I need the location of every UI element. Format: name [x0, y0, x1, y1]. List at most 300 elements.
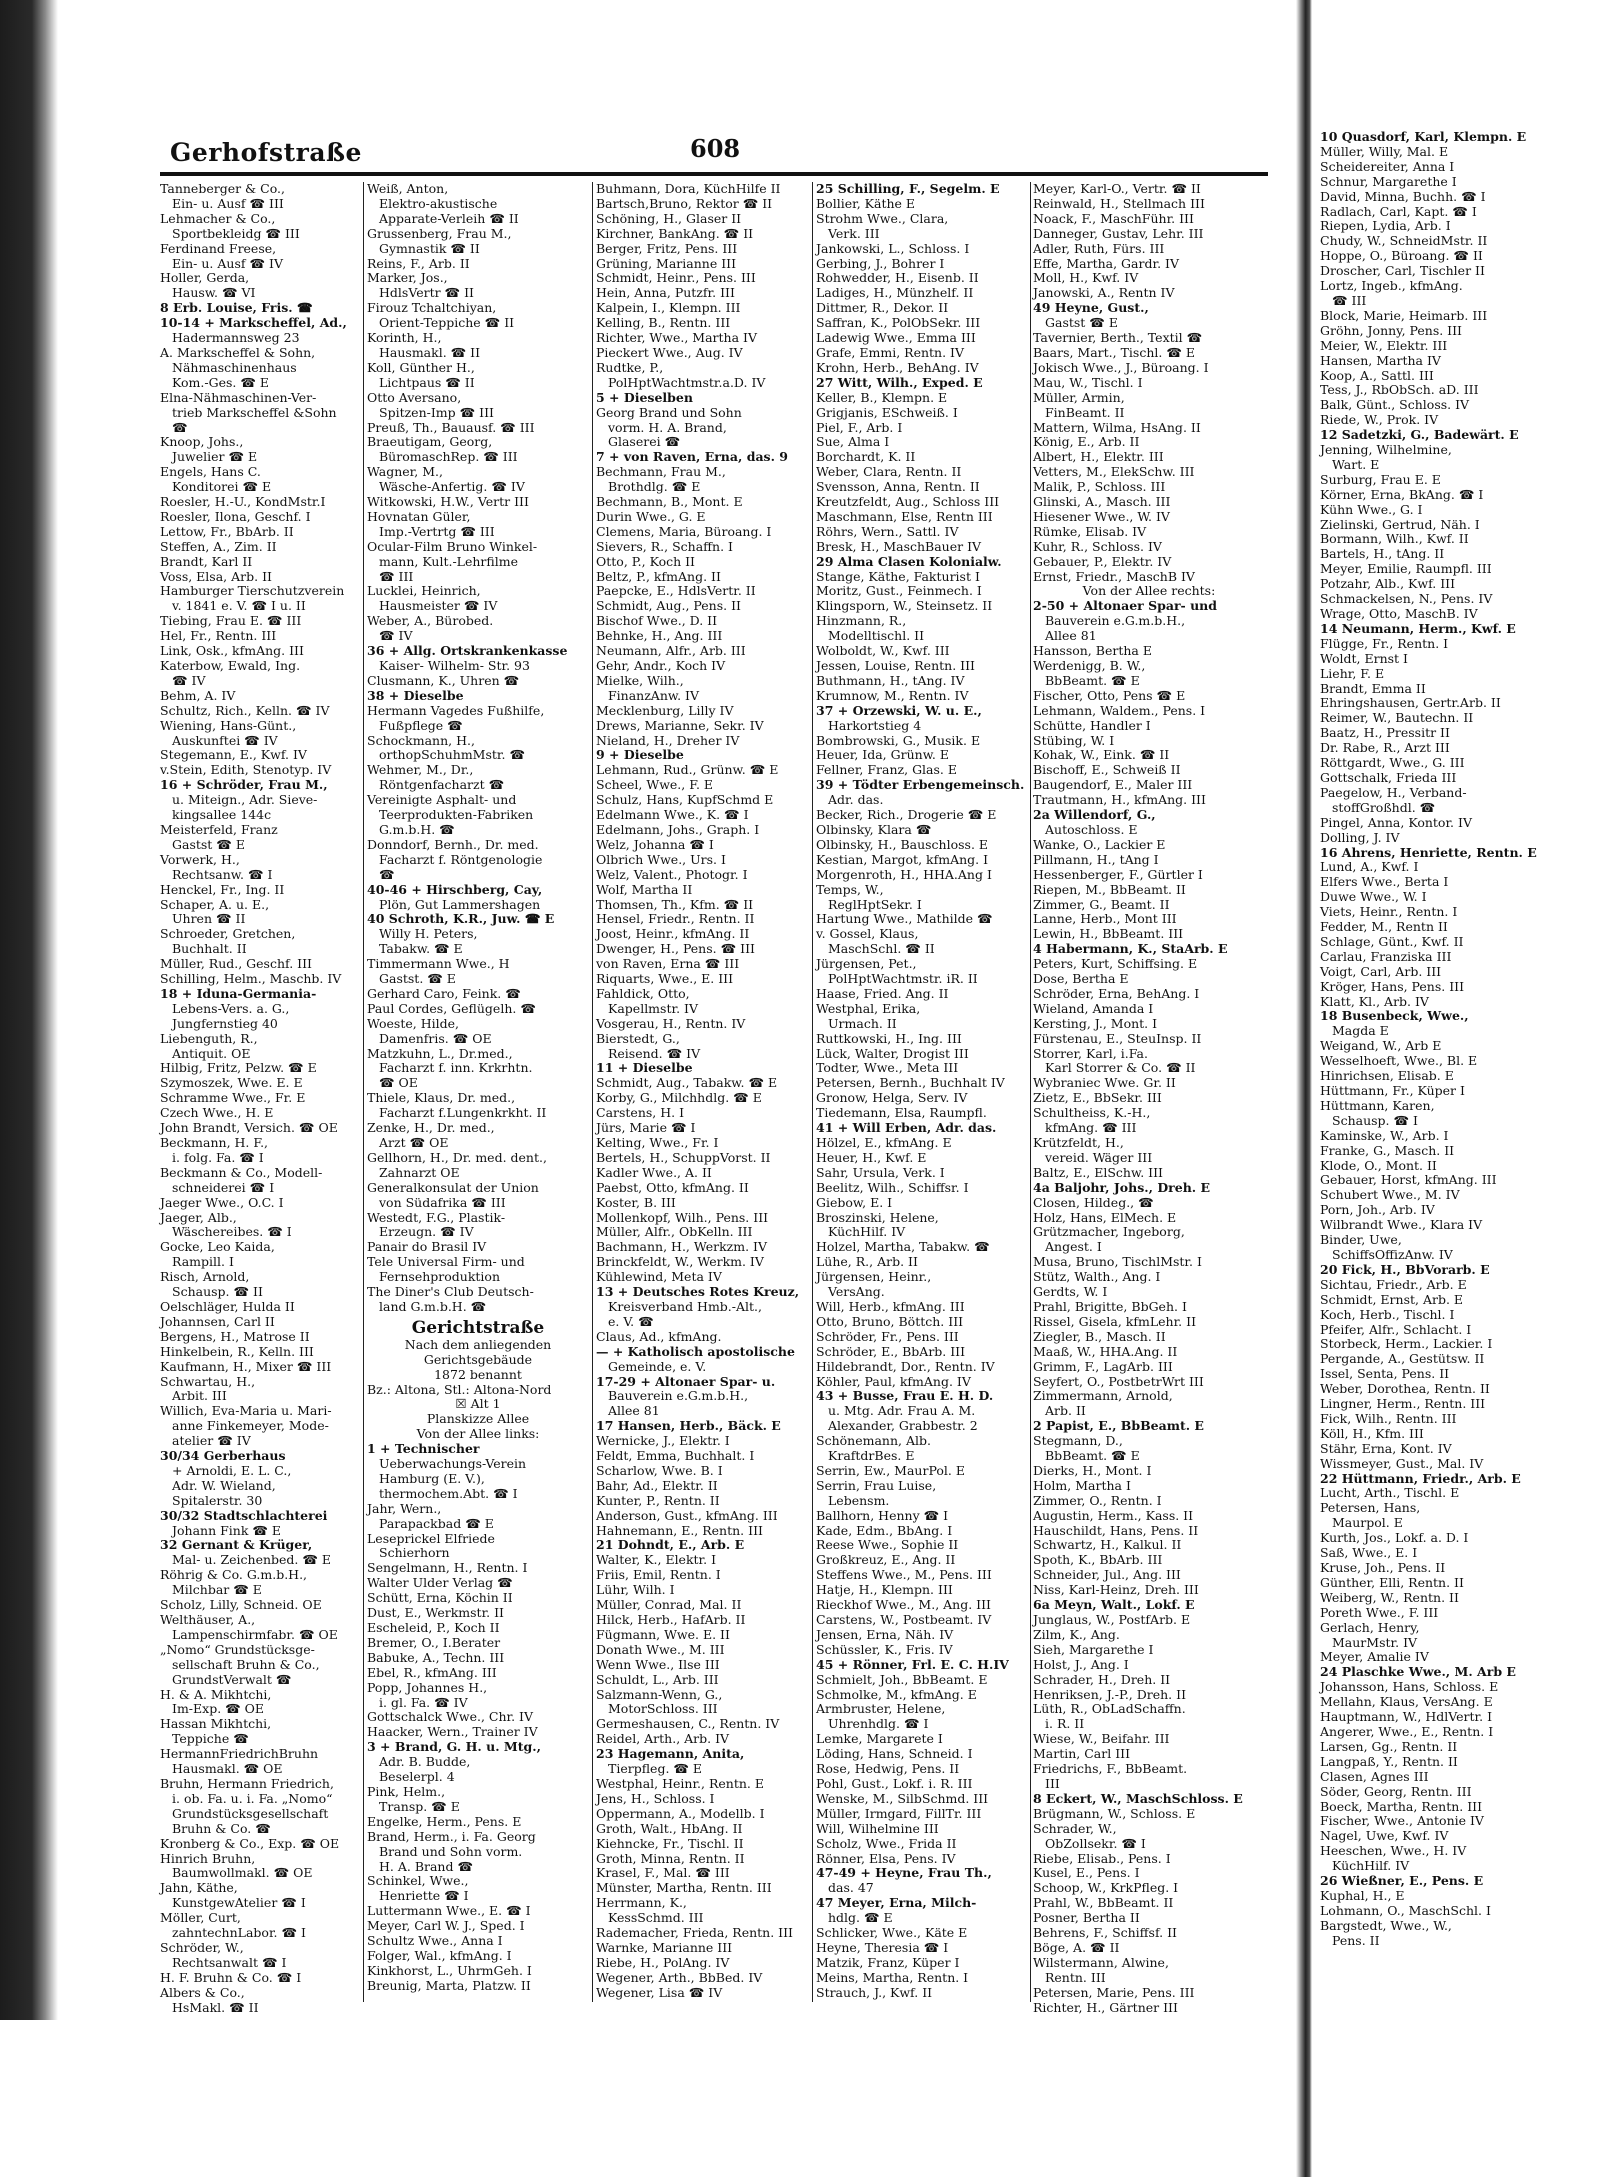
directory-entry: Hauschildt, Hans, Pens. II — [1033, 1522, 1199, 1538]
directory-entry: Anderson, Gust., kfmAng. III — [596, 1507, 778, 1523]
directory-entry: Ladewig Wwe., Emma III — [816, 330, 976, 346]
entry-continuation: Harkortstieg 4 — [828, 717, 922, 733]
directory-entry: Schönemann, Alb. — [816, 1433, 931, 1449]
directory-entry: Neumann, Alfr., Arb. III — [596, 643, 746, 659]
directory-entry: Todter, Wwe., Meta III — [816, 1060, 959, 1076]
entry-continuation: Wäschereibes. ☎ I — [172, 1224, 292, 1240]
directory-entry: Schultheiss, K.-H., — [1033, 1105, 1151, 1121]
directory-entry: Morgenroth, H., HHA.Ang I — [816, 866, 992, 882]
directory-entry: Popp, Johannes H., — [367, 1679, 488, 1695]
directory-entry: Riepen, M., BbBeamt. II — [1033, 881, 1186, 897]
directory-entry: Wrage, Otto, MaschB. IV — [1320, 606, 1478, 621]
directory-entry: Welthäuser, A., — [160, 1612, 256, 1627]
entry-continuation: Spitalerstr. 30 — [172, 1492, 263, 1508]
directory-entry: Ziegler, B., Masch. II — [1033, 1328, 1166, 1344]
directory-entry: Hovnatan Güler, — [367, 508, 471, 524]
entry-continuation: Arb. II — [1045, 1403, 1086, 1419]
directory-entry: Radlach, Carl, Kapt. ☎ I — [1320, 203, 1477, 219]
entry-continuation: Adr. das. — [828, 792, 884, 808]
directory-entry: Beckmann & Co., Modell- — [160, 1164, 323, 1180]
directory-entry: Bargstedt, Wwe., W., — [1320, 1917, 1452, 1933]
directory-entry: Kinkhorst, L., UhrmGeh. I — [367, 1962, 532, 1978]
entry-continuation: vorm. H. A. Brand, — [608, 419, 727, 435]
directory-entry: Boeck, Martha, Rentn. III — [1320, 1798, 1483, 1814]
entry-continuation: sellschaft Bruhn & Co., — [172, 1656, 320, 1672]
directory-entry: Reimer, W., Bautechn. II — [1320, 710, 1474, 726]
house-number-entry: 14 Neumann, Herm., Kwf. E — [1320, 620, 1516, 636]
directory-entry: Rieckhof Wwe., M., Ang. III — [816, 1597, 991, 1613]
directory-entry: Lüth, R., ObLadSchaffn. — [1033, 1701, 1186, 1717]
directory-entry: Kade, Edm., BbAng. I — [816, 1522, 953, 1538]
directory-entry: Weber, Clara, Rentn. II — [816, 464, 962, 480]
directory-entry: Bergens, H., Matrose II — [160, 1328, 310, 1344]
directory-entry: Hildebrandt, Dor., Rentn. IV — [816, 1358, 995, 1374]
directory-entry: Engels, Hans C. — [160, 464, 261, 480]
directory-entry: Walter, K., Elektr. I — [596, 1552, 717, 1568]
house-number-entry: 11 + Dieselbe — [596, 1060, 693, 1076]
directory-entry: Wybraniec Wwe. Gr. II — [1033, 1075, 1176, 1091]
street-section-heading: Gerichtstraße — [411, 1317, 545, 1338]
directory-entry: Issel, Senta, Pens. II — [1320, 1366, 1450, 1382]
directory-entry: Voigt, Carl, Arb. III — [1320, 963, 1442, 979]
directory-entry: Hein, Anna, Putzfr. III — [596, 285, 735, 301]
directory-entry: Dolling, J. IV — [1320, 829, 1400, 845]
directory-entry: Kuphal, H., E — [1320, 1887, 1405, 1903]
directory-entry: Brandt, Emma II — [1320, 680, 1426, 696]
directory-entry: Kestian, Margot, kfmAng. I — [816, 851, 989, 867]
directory-entry: Buhmann, Dora, KüchHilfe II — [596, 181, 781, 196]
entry-continuation: KüchHilf. IV — [828, 1224, 906, 1240]
directory-entry: Röttgardt, Wwe., G. III — [1320, 755, 1465, 771]
directory-entry: Bierstedt, G., — [596, 1030, 680, 1046]
directory-entry: Hahnemann, E., Rentn. III — [596, 1522, 763, 1538]
directory-entry: Will, Herb., kfmAng. III — [816, 1298, 965, 1314]
page-number: 608 — [690, 134, 741, 163]
directory-entry: Schröder, Fr., Pens. III — [816, 1328, 959, 1344]
entry-continuation: Adr. B. Budde, — [379, 1754, 471, 1770]
directory-entry: Wenn Wwe., Ilse III — [596, 1656, 720, 1672]
house-number-entry: 26 Wießner, E., Pens. E — [1320, 1873, 1484, 1889]
directory-entry: Köll, H., Kfm. III — [1320, 1425, 1424, 1441]
directory-entry: Schlicker, Wwe., Käte E — [816, 1925, 968, 1941]
directory-entry: Schrader, H., Dreh. II — [1033, 1671, 1171, 1687]
entry-continuation: Hadermannsweg 23 — [172, 330, 300, 346]
directory-entry: Droscher, Carl, Tischler II — [1320, 263, 1485, 279]
directory-entry: Tiebing, Frau E. ☎ III — [160, 613, 302, 629]
directory-entry: Viets, Heinr., Rentn. I — [1320, 904, 1458, 920]
directory-entry: Weber, Dorothea, Rentn. II — [1320, 1381, 1490, 1397]
entry-continuation: BbBeamt. ☎ E — [1045, 672, 1140, 688]
directory-entry: Brandt, Karl II — [160, 553, 253, 569]
entry-continuation: Willy H. Peters, — [379, 926, 478, 942]
directory-entry: Potzahr, Alb., Kwf. III — [1320, 576, 1456, 592]
entry-continuation: KüchHilf. IV — [1332, 1858, 1410, 1874]
directory-entry: Lühe, R., Arb. II — [816, 1254, 918, 1270]
directory-entry: Kunter, P., Rentn. II — [596, 1492, 720, 1508]
entry-continuation: Elektro-akustische — [379, 195, 498, 211]
entry-continuation: hdlg. ☎ E — [828, 1910, 893, 1926]
directory-entry: Block, Marie, Heimarb. III — [1320, 307, 1488, 323]
directory-entry: Mecklenburg, Lilly IV — [596, 702, 734, 718]
entry-continuation: Auskunftei ☎ IV — [172, 732, 278, 748]
house-number-entry: 36 + Allg. Ortskrankenkasse — [367, 643, 568, 659]
entry-continuation: Lebensm. — [828, 1492, 890, 1508]
directory-entry: Meier, W., Elektr. III — [1320, 337, 1448, 353]
entry-continuation: anne Finkemeyer, Mode- — [172, 1418, 329, 1434]
directory-entry: Peters, Kurt, Schiffsing. E — [1033, 956, 1198, 972]
entry-continuation: Spitzen-Imp ☎ III — [379, 404, 494, 420]
directory-entry: Breunig, Marta, Platzw. II — [367, 1977, 531, 1993]
directory-entry: Riebe, H., PolAng. IV — [596, 1954, 730, 1970]
directory-entry: Otto, Bruno, Böttch. III — [816, 1313, 964, 1329]
directory-entry: Holzel, Martha, Tabakw. ☎ — [816, 1239, 990, 1255]
directory-entry: Ocular-Film Bruno Winkel- — [367, 538, 538, 554]
house-number-entry: 16 + Schröder, Frau M., — [160, 777, 328, 793]
directory-entry: Lettow, Fr., BbArb. II — [160, 523, 294, 539]
directory-entry: Gerdts, W. I — [1033, 1284, 1108, 1300]
house-number-entry: 24 Plaschke Wwe., M. Arb E — [1320, 1664, 1516, 1680]
entry-continuation: Erzeugn. ☎ IV — [379, 1224, 474, 1240]
column-1 — [160, 181, 365, 2015]
section-note: Von der Allee rechts: — [1082, 583, 1216, 599]
directory-entry: Hermann Vagedes Fußhilfe, — [367, 702, 545, 718]
directory-entry: Scholz, Lilly, Schneid. OE — [160, 1597, 322, 1613]
directory-entry: Feldt, Emma, Buchhalt. I — [596, 1448, 755, 1464]
directory-entry: Hinzmann, R., — [816, 613, 907, 629]
directory-entry: Wegener, Arth., BbBed. IV — [596, 1969, 763, 1985]
section-note: Von der Allee links: — [416, 1426, 540, 1442]
directory-entry: Jürgensen, Heinr., — [816, 1269, 932, 1285]
directory-entry: Kohak, W., Eink. ☎ II — [1033, 747, 1170, 763]
directory-entry: Generalkonsulat der Union — [367, 1179, 539, 1195]
section-note: ☒ Alt 1 — [455, 1396, 501, 1412]
directory-entry: Pergande, A., Gestütsw. II — [1320, 1351, 1485, 1367]
entry-continuation: ☎ IV — [172, 672, 206, 688]
directory-entry: Langpaß, Y., Rentn. II — [1320, 1753, 1458, 1769]
directory-entry: Closen, Hildeg., ☎ — [1033, 1194, 1154, 1210]
house-number-entry: 2a Willendorf, G., — [1033, 807, 1156, 823]
directory-entry: Warnke, Marianne III — [596, 1939, 733, 1955]
directory-entry: Hensel, Friedr., Rentn. II — [596, 911, 755, 927]
directory-entry: Gröhn, Jonny, Pens. III — [1320, 322, 1462, 338]
section-note: 1872 benannt — [434, 1366, 522, 1382]
entry-continuation: KessSchmd. III — [608, 1910, 704, 1926]
column-4 — [816, 182, 1029, 2002]
directory-entry: Gottschalk, Frieda III — [1320, 769, 1457, 785]
directory-entry: Schilling, Helm., Maschb. IV — [160, 971, 342, 987]
directory-entry: Schröder, W., — [160, 1939, 244, 1955]
directory-entry: Müller, Conrad, Mal. II — [596, 1597, 742, 1613]
directory-entry: Röhrig & Co. G.m.b.H., — [160, 1567, 308, 1583]
directory-entry: Stütz, Walth., Ang. I — [1033, 1269, 1161, 1285]
house-number-entry: 8 Erb. Louise, Fris. ☎ — [160, 300, 313, 316]
directory-entry: Augustin, Herm., Kass. II — [1033, 1507, 1194, 1523]
directory-entry: Steffens Wwe., M., Pens. III — [816, 1567, 992, 1583]
directory-entry: Donndorf, Bernh., Dr. med. — [367, 836, 539, 852]
directory-entry: Schnur, Margarethe I — [1320, 173, 1457, 189]
entry-continuation: III — [1045, 1775, 1060, 1791]
directory-entry: Czech Wwe., H. E — [160, 1105, 274, 1121]
directory-entry: Schroeder, Gretchen, — [160, 926, 296, 942]
directory-entry: Baugendorf, E., Maler III — [1033, 777, 1193, 793]
directory-entry: Timmermann Wwe., H — [367, 956, 510, 972]
directory-entry: Kelling, B., Rentn. III — [596, 315, 731, 331]
house-number-entry: 38 + Dieselbe — [367, 687, 464, 703]
house-number-entry: 4a Baljohr, Johs., Dreh. E — [1033, 1179, 1211, 1195]
entry-continuation: + Arnoldi, E. L. C., — [172, 1462, 292, 1478]
entry-continuation: das. 47 — [828, 1880, 874, 1896]
directory-entry: Hartung Wwe., Mathilde ☎ — [816, 911, 993, 927]
directory-entry: Jahn, Käthe, — [160, 1880, 238, 1896]
entry-continuation: ☎ OE — [379, 1075, 418, 1091]
directory-entry: Friis, Emil, Rentn. I — [596, 1567, 721, 1583]
directory-entry: Schoop, W., KrkPfleg. I — [1033, 1880, 1179, 1896]
directory-entry: Tanneberger & Co., — [160, 181, 285, 196]
directory-entry: Werdenigg, B. W., — [1033, 658, 1146, 673]
entry-continuation: Ueberwachungs-Verein — [379, 1456, 527, 1472]
directory-entry: Olbrich Wwe., Urs. I — [596, 851, 726, 867]
directory-entry: Liebenguth, R., — [160, 1030, 258, 1046]
entry-continuation: Rentn. III — [1045, 1969, 1106, 1985]
directory-entry: Großkreuz, E., Ang. II — [816, 1552, 956, 1568]
directory-entry: Bartsch,Bruno, Rektor ☎ II — [596, 195, 773, 211]
directory-entry: Albert, H., Elektr. III — [1033, 449, 1164, 465]
directory-entry: Hüttmann, Karen, — [1320, 1097, 1435, 1113]
directory-entry: Ferdinand Freese, — [160, 240, 277, 256]
entry-continuation: BüromaschRep. ☎ III — [379, 449, 518, 465]
entry-continuation: orthopSchuhmMstr. ☎ — [379, 747, 526, 763]
directory-entry: Jokisch Wwe., J., Büroang. I — [1033, 359, 1209, 375]
house-number-entry: 4 Habermann, K., StaArb. E — [1033, 941, 1228, 957]
directory-entry: Bischoff, E., Schweiß II — [1033, 762, 1181, 778]
directory-entry: Riebe, Elisab., Pens. I — [1033, 1850, 1171, 1866]
directory-entry: Beelitz, Wilh., Schiffsr. I — [816, 1179, 969, 1195]
directory-entry: Wanke, O., Lackier E — [1033, 836, 1166, 852]
entry-continuation: Hausmakl. ☎ OE — [172, 1761, 283, 1777]
directory-entry: Reidel, Arth., Arb. IV — [596, 1731, 730, 1747]
entry-continuation: Milchbar ☎ E — [172, 1582, 262, 1598]
directory-entry: Schrader, W., — [1033, 1820, 1117, 1836]
entry-continuation: Tierpfleg. ☎ E — [608, 1761, 703, 1777]
entry-continuation: thermochem.Abt. ☎ I — [379, 1485, 518, 1501]
directory-entry: Wenske, M., SilbSchmd. III — [816, 1790, 989, 1806]
section-note: Nach dem anliegenden — [404, 1336, 552, 1352]
entry-continuation: Jungfernstieg 40 — [172, 1015, 278, 1031]
house-number-entry: 18 Busenbeck, Wwe., — [1320, 1008, 1469, 1024]
directory-entry: Klode, O., Mont. II — [1320, 1157, 1437, 1173]
directory-entry: Holm, Martha I — [1033, 1477, 1131, 1493]
directory-entry: Hinkelbein, R., Kelln. III — [160, 1343, 314, 1359]
column-divider — [363, 182, 364, 2002]
entry-continuation: ObZollsekr. ☎ I — [1045, 1835, 1146, 1851]
directory-entry: Lehmacher & Co., — [160, 210, 276, 226]
directory-entry: Pfeifer, Alfr., Schlacht. I — [1320, 1321, 1472, 1337]
entry-continuation: H. A. Brand ☎ — [379, 1858, 474, 1874]
directory-entry: Schockmann, H., — [367, 732, 475, 748]
house-number-entry: 39 + Tödter Erbengemeinsch. — [816, 777, 1025, 793]
directory-entry: Willich, Eva-Maria u. Mari- — [160, 1403, 332, 1419]
directory-entry: Fahldick, Otto, — [596, 985, 690, 1001]
entry-continuation: G.m.b.H. ☎ — [379, 821, 455, 837]
directory-entry: Edelmann Wwe., K. ☎ I — [596, 807, 749, 823]
directory-entry: Wiese, W., Beifahr. III — [1033, 1731, 1170, 1747]
directory-entry: Carstens, H. I — [596, 1105, 685, 1121]
house-number-entry: 41 + Will Erben, Adr. das. — [816, 1120, 997, 1136]
directory-entry: Roesler, Ilona, Geschf. I — [160, 508, 311, 524]
directory-entry: Joost, Heinr., kfmAng. II — [596, 926, 750, 942]
directory-entry: Holst, J., Ang. I — [1033, 1656, 1129, 1672]
directory-entry: Böge, A. ☎ II — [1033, 1939, 1120, 1955]
entry-continuation: Gymnastik ☎ II — [379, 240, 480, 256]
directory-entry: Wolboldt, W., Kwf. III — [816, 643, 950, 659]
directory-entry: Jankowski, L., Schloss. I — [816, 240, 970, 256]
house-number-entry: 43 + Busse, Frau E. H. D. — [816, 1388, 994, 1404]
directory-entry: Keller, B., Klempn. E — [816, 389, 948, 405]
directory-entry: Walter Ulder Verlag ☎ — [367, 1575, 513, 1591]
entry-continuation: VersAng. — [828, 1284, 885, 1300]
entry-continuation: Fußpflege ☎ — [379, 717, 463, 733]
directory-entry: Koster, B. III — [596, 1194, 676, 1210]
directory-entry: Bz.: Altona, Stl.: Altona-Nord — [367, 1381, 552, 1397]
entry-continuation: ReglHptSekr. I — [828, 896, 922, 912]
directory-entry: v.Stein, Edith, Stenotyp. IV — [160, 762, 332, 778]
entry-continuation: Allee 81 — [608, 1403, 660, 1419]
entry-continuation: Gastst ☎ E — [1045, 315, 1118, 331]
directory-entry: Koch, Herb., Tischl. I — [1320, 1306, 1455, 1322]
directory-entry: Jessen, Louise, Rentn. III — [816, 658, 975, 673]
directory-entry: Schütt, Erna, Köchin II — [367, 1590, 513, 1606]
directory-entry: Meyer, Amalie IV — [1320, 1649, 1429, 1665]
directory-entry: Baltz, E., ElSchw. III — [1033, 1164, 1163, 1180]
directory-entry: Stange, Käthe, Fakturist I — [816, 568, 980, 584]
entry-continuation: Brothdlg. ☎ E — [608, 479, 701, 495]
house-number-entry: 29 Alma Clasen Kolonialw. — [816, 553, 1002, 569]
entry-continuation: Schausp. ☎ I — [1332, 1112, 1418, 1128]
directory-entry: Behnke, H., Ang. III — [596, 628, 723, 644]
directory-entry: Steffen, A., Zim. II — [160, 538, 277, 554]
directory-entry: Matzkuhn, L., Dr.med., — [367, 1045, 513, 1061]
directory-entry: Wieland, Amanda I — [1033, 1000, 1154, 1016]
directory-entry: Petersen, Marie, Pens. III — [1033, 1984, 1195, 2000]
directory-entry: Niss, Karl-Heinz, Dreh. III — [1033, 1582, 1199, 1598]
directory-entry: David, Minna, Buchh. ☎ I — [1320, 188, 1486, 204]
directory-entry: Serrin, Ew., MaurPol. E — [816, 1462, 965, 1478]
directory-entry: Lucht, Arth., Tischl. E — [1320, 1485, 1460, 1501]
directory-entry: Hel, Fr., Rentn. III — [160, 628, 277, 644]
directory-entry: Tele Universal Firm- und — [367, 1254, 525, 1270]
directory-entry: Lehmann, Rud., Grünw. ☎ E — [596, 762, 779, 778]
directory-entry: Posner, Bertha II — [1033, 1910, 1140, 1926]
directory-entry: Ebel, R., kfmAng. III — [367, 1664, 497, 1680]
house-number-entry: 1 + Technischer — [367, 1441, 480, 1457]
column-3 — [596, 182, 810, 2002]
directory-entry: Heeschen, Wwe., H. IV — [1320, 1843, 1467, 1859]
directory-entry: Lingner, Herm., Rentn. III — [1320, 1396, 1486, 1412]
directory-entry: Schwartau, H., — [160, 1373, 256, 1389]
directory-entry: Kalpein, I., Klempn. III — [596, 300, 741, 316]
directory-entry: Jaeger Wwe., O.C. I — [160, 1194, 284, 1210]
house-number-entry: 45 + Rönner, Frl. E. C. H.IV — [816, 1656, 1009, 1672]
directory-entry: Grimm, F., LagArb. III — [1033, 1358, 1173, 1374]
directory-entry: Durin Wwe., G. E — [596, 508, 706, 524]
directory-entry: Gehr, Andr., Koch IV — [596, 658, 726, 673]
directory-entry: Marker, Jos., — [367, 270, 448, 286]
entry-continuation: Arbit. III — [172, 1388, 227, 1404]
entry-continuation: Bruhn & Co. ☎ — [172, 1820, 271, 1836]
directory-entry: Herrmann, K., — [596, 1895, 687, 1911]
directory-entry: Rönner, Elsa, Pens. IV — [816, 1850, 956, 1866]
house-number-entry: 49 Heyne, Gust., — [1033, 300, 1149, 316]
entry-continuation: Beselerpl. 4 — [379, 1769, 455, 1785]
entry-continuation: e. V. ☎ — [608, 1313, 654, 1329]
directory-entry: Pohl, Gust., Lokf. i. R. III — [816, 1775, 973, 1791]
directory-entry: Kadler Wwe., A. II — [596, 1164, 712, 1180]
directory-entry: Kersting, J., Mont. I — [1033, 1015, 1158, 1031]
directory-entry: Matzik, Franz, Küper I — [816, 1954, 960, 1970]
directory-entry: Weiberg, W., Rentn. II — [1320, 1589, 1459, 1605]
directory-entry: Mattern, Wilma, HsAng. II — [1033, 419, 1201, 435]
directory-entry: Bechmann, B., Mont. E — [596, 494, 743, 510]
entry-continuation: i. R. II — [1045, 1716, 1085, 1732]
entry-continuation: Juwelier ☎ E — [172, 449, 258, 465]
directory-entry: Grussenberg, Frau M., — [367, 225, 512, 241]
directory-entry: Hölzel, E., kfmAng. E — [816, 1135, 952, 1150]
entry-continuation: KunstgewAtelier ☎ I — [172, 1895, 306, 1911]
directory-entry: Baatz, H., Pressitr II — [1320, 725, 1450, 741]
entry-continuation: Facharzt f. inn. Krkrhtn. — [379, 1060, 533, 1076]
entry-continuation: HdlsVertr ☎ II — [379, 285, 474, 301]
directory-entry: Gerhard Caro, Feink. ☎ — [367, 985, 521, 1001]
directory-entry: Gocke, Leo Kaida, — [160, 1239, 275, 1255]
directory-entry: Fischer, Otto, Pens ☎ E — [1033, 687, 1186, 703]
entry-continuation: Kom.-Ges. ☎ E — [172, 374, 269, 390]
directory-entry: „Nomo“ Grundstücksge- — [160, 1641, 315, 1657]
house-number-entry: 10-14 + Markscheffel, Ad., — [160, 315, 347, 331]
directory-entry: Woldt, Ernst I — [1320, 650, 1408, 666]
directory-entry: Schüssler, K., Fris. IV — [816, 1641, 953, 1657]
directory-entry: A. Markscheffel & Sohn, — [160, 344, 316, 360]
entry-continuation: zahntechnLabor. ☎ I — [172, 1925, 306, 1941]
directory-page — [160, 120, 1268, 2020]
directory-entry: Rohwedder, H., Eisenb. II — [816, 270, 979, 286]
entry-continuation: Adr. W. Wieland, — [172, 1477, 276, 1493]
entry-continuation: Magda E — [1332, 1023, 1389, 1039]
directory-entry: Lucklei, Heinrich, — [367, 583, 481, 599]
directory-entry: Lohmann, O., MaschSchl. I — [1320, 1902, 1491, 1918]
directory-entry: Gellhorn, H., Dr. med. dent., — [367, 1149, 547, 1165]
book-spine — [1296, 0, 1312, 2177]
entry-continuation: Sportbekleidg ☎ III — [172, 225, 300, 241]
directory-entry: Gebauer, Horst, kfmAng. III — [1320, 1172, 1497, 1188]
directory-entry: Sievers, R., Schaffn. I — [596, 538, 733, 554]
directory-entry: Wilstermann, Alwine, — [1033, 1954, 1169, 1970]
directory-entry: Hoppe, O., Büroang. ☎ II — [1320, 248, 1483, 264]
directory-entry: v. Gossel, Klaus, — [816, 926, 919, 942]
directory-entry: Dittmer, R., Dekor. II — [816, 300, 949, 316]
directory-entry: Richter, H., Gärtner III — [1033, 1999, 1178, 2015]
entry-continuation: Modelltischl. II — [828, 628, 925, 644]
directory-entry: Vosgerau, H., Rentn. IV — [596, 1015, 746, 1031]
directory-entry: Leseprickel Elfriede — [367, 1530, 495, 1546]
directory-entry: Weiß, Anton, — [367, 181, 449, 196]
directory-entry: Risch, Arnold, — [160, 1269, 250, 1285]
directory-entry: Günther, Elli, Rentn. II — [1320, 1574, 1464, 1590]
entry-continuation: Im-Exp. ☎ OE — [172, 1701, 265, 1717]
entry-continuation: Reisend. ☎ IV — [608, 1045, 701, 1061]
directory-entry: Stegmann, D., — [1033, 1433, 1123, 1449]
directory-entry: Schmackelsen, N., Pens. IV — [1320, 591, 1493, 607]
directory-entry: Spoth, K., BbArb. III — [1033, 1552, 1163, 1568]
